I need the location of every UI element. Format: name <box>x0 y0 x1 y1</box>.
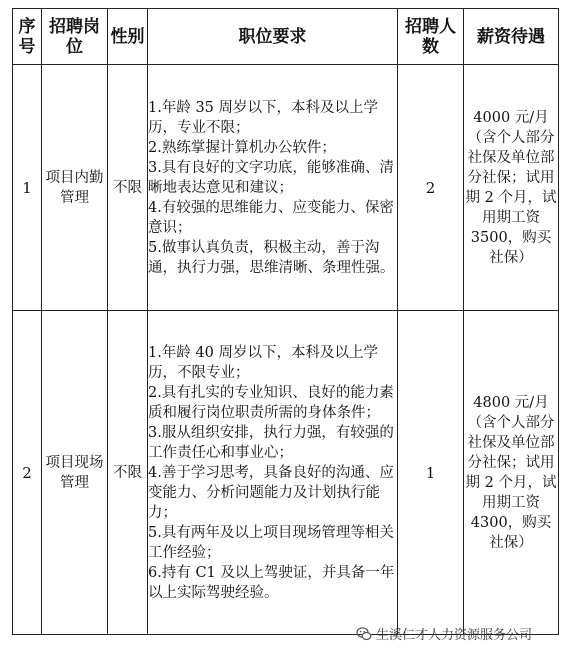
wechat-icon <box>356 626 372 642</box>
requirement-item: 4.善于学习思考，具备良好的沟通、应变能力、分析问题能力及计划执行能力； <box>148 464 394 521</box>
source-watermark <box>356 624 532 643</box>
recruitment-table <box>12 8 559 635</box>
requirement-item: 4.有较强的思维能力、应变能力、保密意识； <box>148 199 394 236</box>
row-gender: 不限 <box>108 65 148 311</box>
requirement-item: 1.年龄 40 周岁以下，本科及以上学历，不限专业； <box>148 344 379 381</box>
requirement-item: 5.做事认真负责，积极主动，善于沟通，执行力强，思维清晰、条理性强。 <box>148 239 395 276</box>
header-requirements: 职位要求 <box>148 9 398 65</box>
header-count: 招聘人数 <box>398 9 464 65</box>
row-salary: 4800 元/月（含个人部分社保及单位部分社保；试用期 2 个月，试用期工资 4300，购买社保） <box>464 311 559 635</box>
row-count: 1 <box>398 311 464 635</box>
table-row <box>13 311 559 635</box>
requirement-item: 2.熟练掌握计算机办公软件； <box>148 139 336 156</box>
row-requirements <box>148 65 398 311</box>
requirement-item: 1.年龄 35 周岁以下，本科及以上学历，专业不限； <box>148 99 379 136</box>
row-requirements <box>148 311 398 635</box>
table-row <box>13 65 559 311</box>
row-post: 项目内勤管理 <box>42 65 108 311</box>
row-gender: 不限 <box>108 311 148 635</box>
row-seq: 2 <box>13 311 42 635</box>
watermark-text: 生溪仁才人力资源服务公司 <box>376 628 533 643</box>
header-post: 招聘岗位 <box>42 9 108 65</box>
requirement-item: 3.服从组织安排，执行力强，有较强的工作责任心和事业心； <box>148 424 394 461</box>
row-salary: 4000 元/月（含个人部分社保及单位部分社保；试用期 2 个月，试用期工资 3500，购买社保） <box>464 65 559 311</box>
header-row <box>13 9 559 65</box>
requirement-item: 5.具有两年及以上项目现场管理等相关工作经验； <box>148 524 394 561</box>
header-gender: 性别 <box>108 9 148 65</box>
header-salary: 薪资待遇 <box>464 9 559 65</box>
row-seq: 1 <box>13 65 42 311</box>
row-post: 项目现场管理 <box>42 311 108 635</box>
requirement-item: 2.具有扎实的专业知识、良好的能力素质和履行岗位职责所需的身体条件； <box>148 384 394 421</box>
row-count: 2 <box>398 65 464 311</box>
requirement-item: 6.持有 C1 及以上驾驶证，并具备一年以上实际驾驶经验。 <box>148 564 395 601</box>
header-seq: 序号 <box>13 9 42 65</box>
requirement-item: 3.具有良好的文字功底，能够准确、清晰地表达意见和建议； <box>148 159 394 196</box>
